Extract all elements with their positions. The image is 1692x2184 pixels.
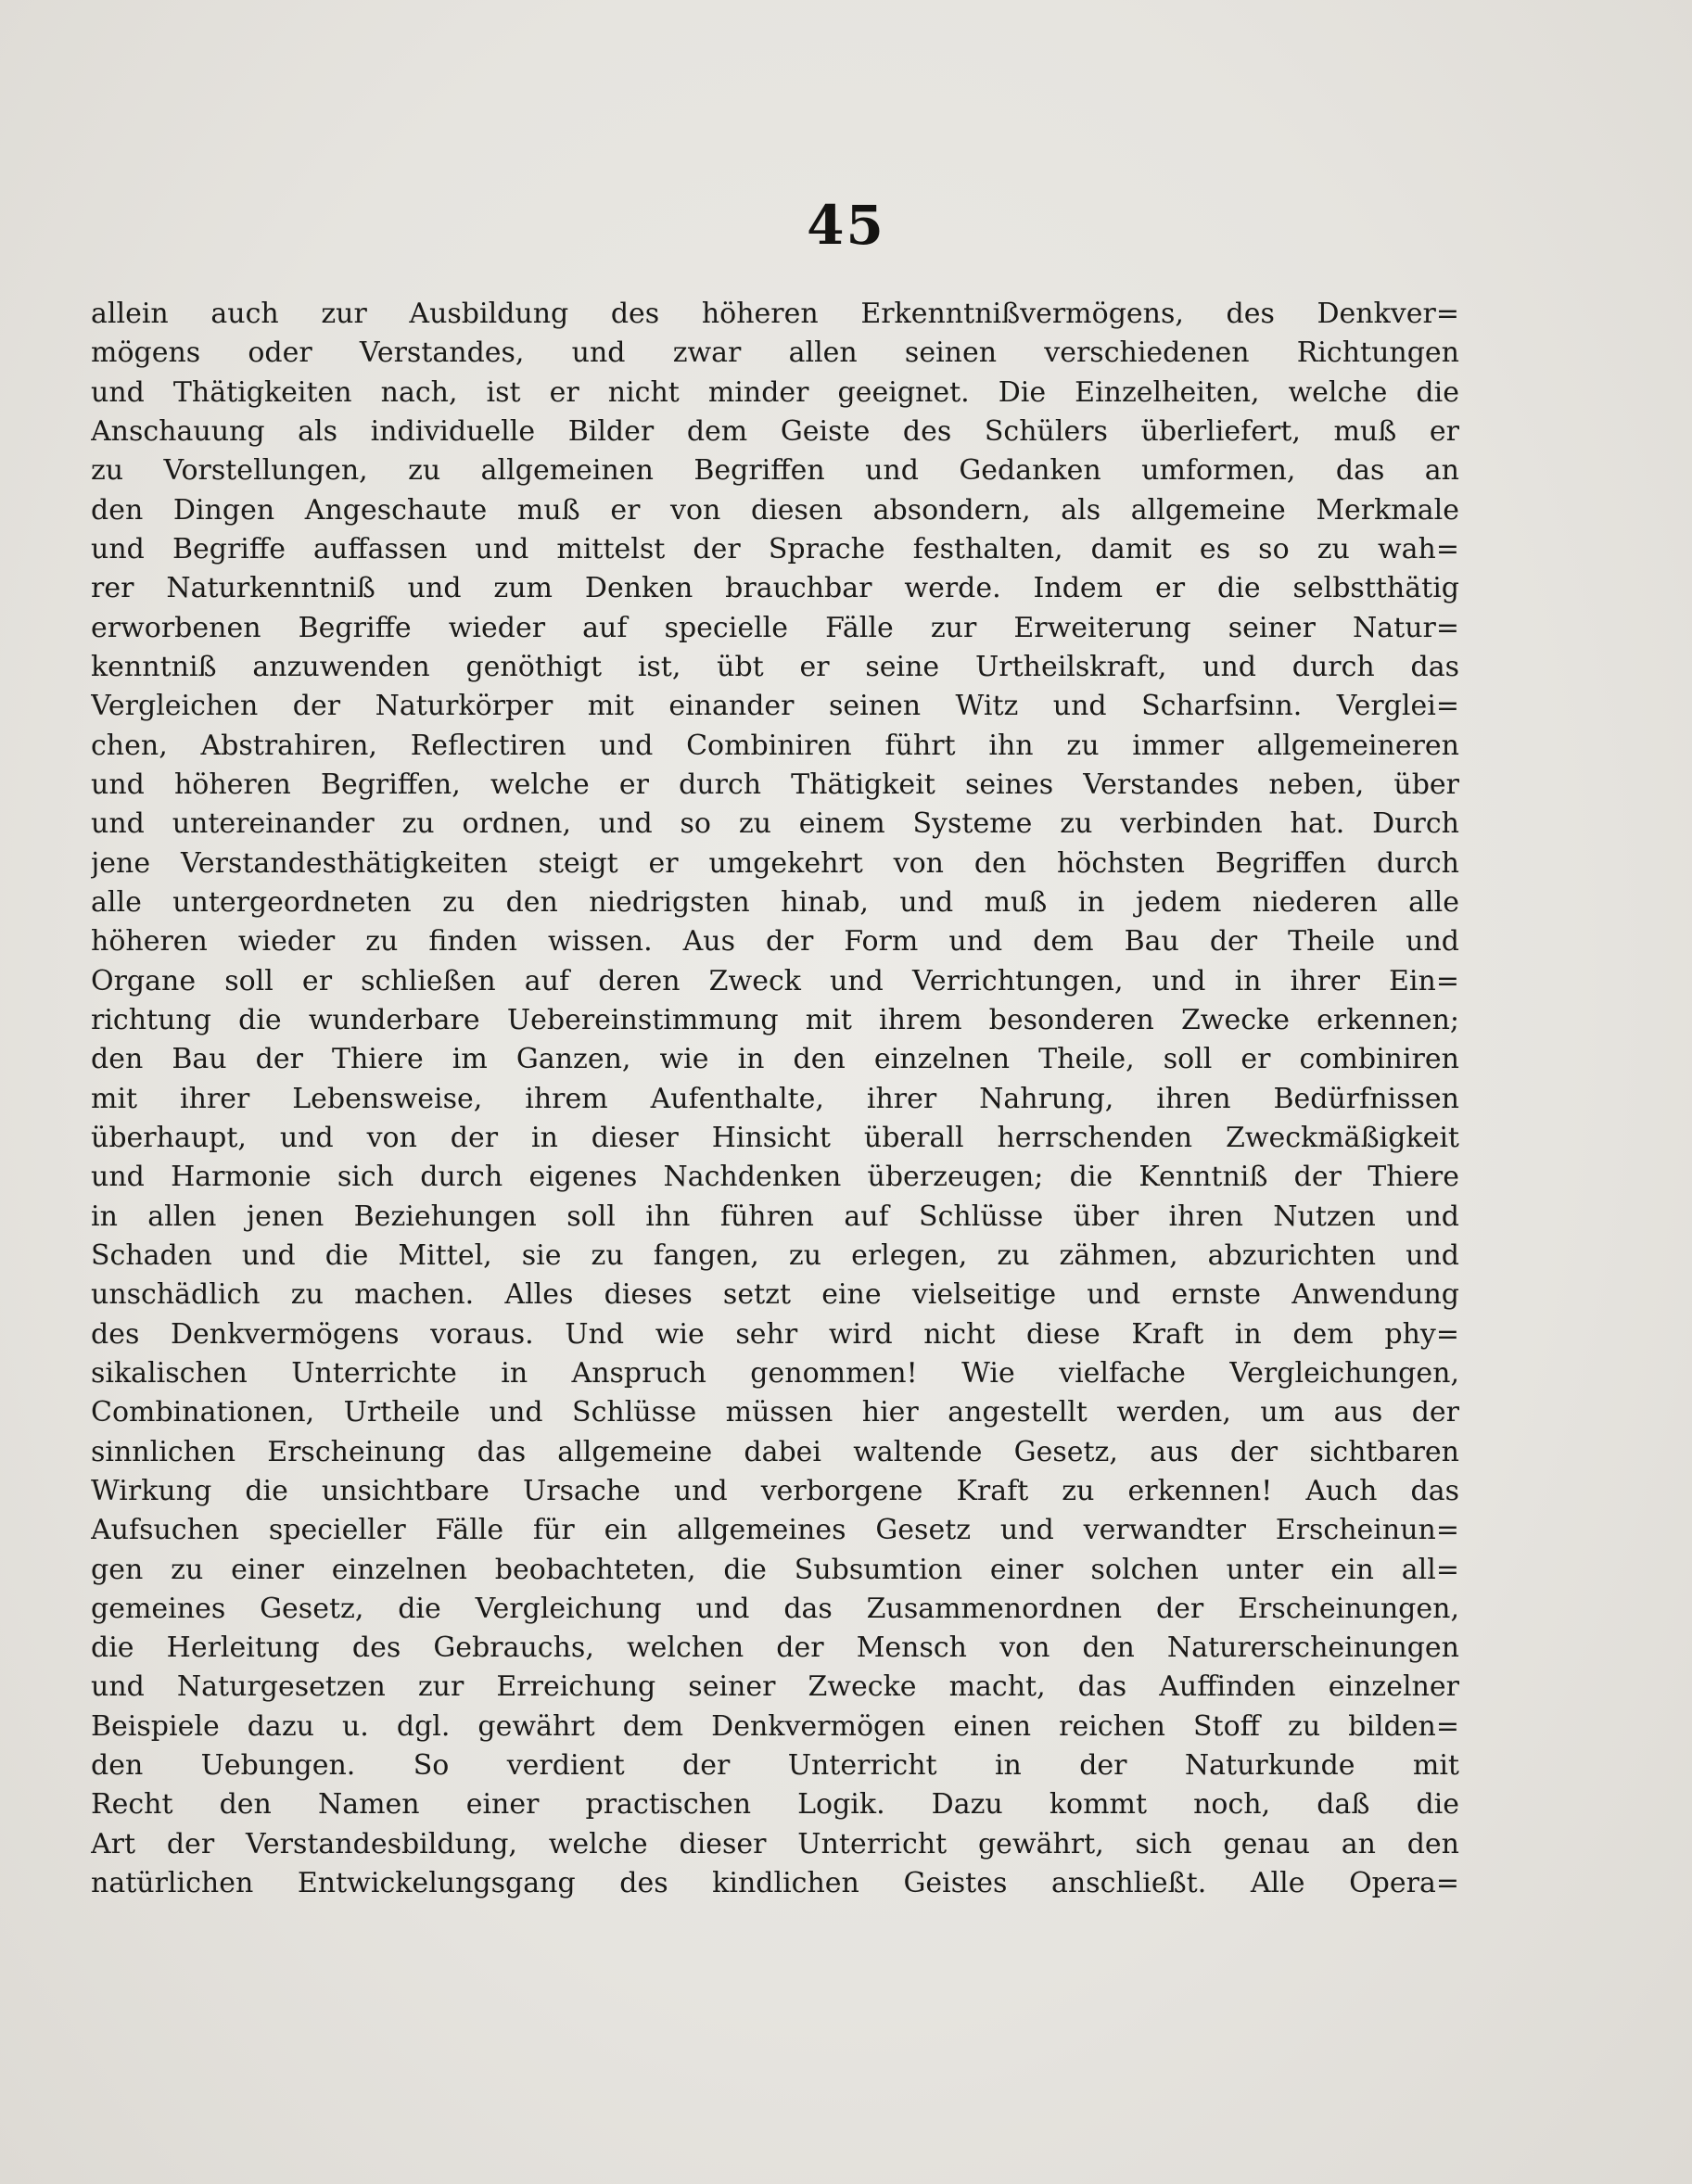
text-line: gemeines Gesetz, die Vergleichung und das Zusammenordnen der Erscheinungen, — [91, 1592, 1459, 1625]
text-line: in allen jenen Beziehungen soll ihn führen auf Schlüsse über ihren Nutzen und — [91, 1200, 1459, 1233]
text-line: Wirkung die unsichtbare Ursache und verborgene Kraft zu erkennen! Auch das — [91, 1474, 1459, 1507]
text-line: alle untergeordneten zu den niedrigsten hinab, und muß in jedem niederen alle — [91, 885, 1459, 919]
text-line: sikalischen Unterrichte in Anspruch genommen! Wie vielfache Vergleichungen, — [91, 1356, 1459, 1390]
text-line: chen, Abstrahiren, Reflectiren und Combiniren führt ihn zu immer allgemeineren — [91, 729, 1459, 762]
text-line: gen zu einer einzelnen beobachteten, die Subsumtion einer solchen unter ein all= — [91, 1553, 1459, 1586]
text-line: mögens oder Verstandes, und zwar allen seinen verschiedenen Richtungen — [91, 336, 1459, 370]
text-line: Vergleichen der Naturkörper mit einander seinen Witz und Scharfsinn. Verglei= — [91, 690, 1459, 723]
text-line: unschädlich zu machen. Alles dieses setzt eine vielseitige und ernste Anwendung — [91, 1278, 1459, 1312]
text-line: mit ihrer Lebensweise, ihrem Aufenthalte, ihrer Nahrung, ihren Bedürfnissen — [91, 1082, 1459, 1115]
text-line: Anschauung als individuelle Bilder dem Geiste des Schülers überliefert, muß er — [91, 414, 1459, 448]
text-line: Aufsuchen specieller Fälle für ein allgemeines Gesetz und verwandter Erscheinun= — [91, 1514, 1459, 1547]
text-line: Combinationen, Urtheile und Schlüsse müssen hier angestellt werden, um aus der — [91, 1396, 1459, 1429]
text-line: natürlichen Entwickelungsgang des kindlichen Geistes anschließt. Alle Opera= — [91, 1867, 1459, 1900]
text-line: kenntniß anzuwenden genöthigt ist, übt er seine Urtheilskraft, und durch das — [91, 650, 1459, 683]
text-line: Art der Verstandesbildung, welche dieser Unterricht gewährt, sich genau an den — [91, 1827, 1459, 1860]
text-line: erworbenen Begriffe wieder auf specielle Fälle zur Erweiterung seiner Natur= — [91, 611, 1459, 644]
text-line: die Herleitung des Gebrauchs, welchen der Mensch von den Naturerscheinungen — [91, 1632, 1459, 1665]
text-line: und höheren Begriffen, welche er durch Thätigkeit seines Verstandes neben, über — [91, 768, 1459, 801]
page-number: 45 — [807, 194, 885, 257]
text-line: Schaden und die Mittel, sie zu fangen, zu erlegen, zu zähmen, abzurichten und — [91, 1238, 1459, 1272]
text-line: und untereinander zu ordnen, und so zu einem Systeme zu verbinden hat. Durch — [91, 807, 1459, 841]
text-line: rer Naturkenntniß und zum Denken brauchbar werde. Indem er die selbstthätig — [91, 572, 1459, 605]
text-line: den Bau der Thiere im Ganzen, wie in den einzelnen Theile, soll er combiniren — [91, 1043, 1459, 1076]
body-text — [91, 295, 1459, 1903]
text-line: allein auch zur Ausbildung des höheren Erkenntnißvermögens, des Denkver= — [91, 298, 1459, 330]
text-line: Beispiele dazu u. dgl. gewährt dem Denkvermögen einen reichen Stoff zu bilden= — [91, 1709, 1459, 1743]
text-line: zu Vorstellungen, zu allgemeinen Begriffen und Gedanken umformen, das an — [91, 454, 1459, 488]
text-line: Organe soll er schließen auf deren Zweck und Verrichtungen, und in ihrer Ein= — [91, 964, 1459, 997]
text-line: richtung die wunderbare Uebereinstimmung mit ihrem besonderen Zwecke erkennen; — [91, 1003, 1459, 1036]
text-line: den Uebungen. So verdient der Unterricht in der Naturkunde mit — [91, 1749, 1459, 1783]
text-line: höheren wieder zu finden wissen. Aus der Form und dem Bau der Theile und — [91, 925, 1459, 959]
text-line: den Dingen Angeschaute muß er von diesen absondern, als allgemeine Merkmale — [91, 493, 1459, 527]
text-line: und Harmonie sich durch eigenes Nachdenken überzeugen; die Kenntniß der Thiere — [91, 1161, 1459, 1194]
text-line: überhaupt, und von der in dieser Hinsicht überall herrschenden Zweckmäßigkeit — [91, 1121, 1459, 1154]
text-line: sinnlichen Erscheinung das allgemeine dabei waltende Gesetz, aus der sichtbaren — [91, 1435, 1459, 1468]
text-line: des Denkvermögens voraus. Und wie sehr wird nicht diese Kraft in dem phy= — [91, 1317, 1459, 1351]
text-line: und Begriffe auffassen und mittelst der Sprache festhalten, damit es so zu wah= — [91, 532, 1459, 565]
text-line: und Thätigkeiten nach, ist er nicht minder geeignet. Die Einzelheiten, welche die — [91, 375, 1459, 409]
text-line: jene Verstandesthätigkeiten steigt er umgekehrt von den höchsten Begriffen durch — [91, 846, 1459, 880]
text-line: Recht den Namen einer practischen Logik. Dazu kommt noch, daß die — [91, 1788, 1459, 1822]
text-line: und Naturgesetzen zur Erreichung seiner Zwecke macht, das Auffinden einzelner — [91, 1670, 1459, 1704]
